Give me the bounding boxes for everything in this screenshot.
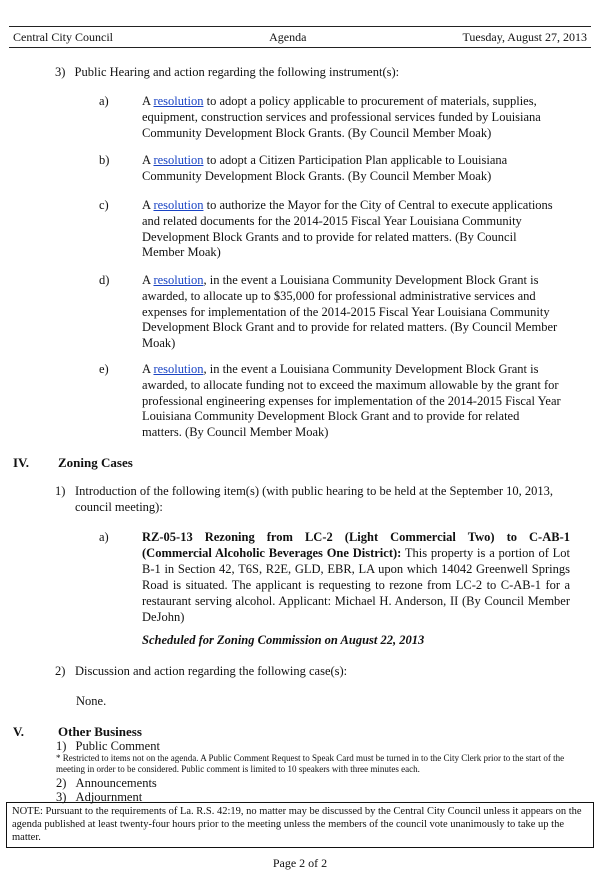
rezoning-case-title: RZ-05-13 Rezoning from LC-2 (Light Commercial Two) to C-AB-1 (Commercial Alcoholic Beverages One District):	[142, 530, 570, 560]
section-iv-heading	[13, 455, 313, 473]
sub-e-letter: e)	[99, 362, 109, 376]
sub-c-text: A resolution to authorize the Mayor for the City of Central to execute applications and related documents for the 2014-2015 Fiscal Year Louisiana Community Development Block Grants and to provide for related matters. (By Council Member Moak)	[142, 198, 553, 260]
sub-a-text: A resolution to adopt a policy applicable to procurement of materials, supplies, equipment, construction services and professional services funded by Louisiana Community Development Block Grants. (By Council Member Moak)	[142, 94, 541, 140]
legal-note: NOTE: Pursuant to the requirements of La. R.S. 42:19, no matter may be discussed by the Central City Council unless it appears on the agenda published at least twenty-four hours prior to the meeting unless the members of the council vote unanimously to take up the matter.	[6, 802, 594, 848]
item-3-text: Public Hearing and action regarding the following instrument(s):	[74, 65, 400, 79]
none-text: None.	[76, 694, 107, 708]
sub-b-text: A resolution to adopt a Citizen Participation Plan applicable to Louisiana Community Development Block Grants. (By Council Member Moak)	[142, 153, 508, 183]
sub-e-text: A resolution, in the event a Louisiana Community Development Block Grant is awarded, to allocate funding not to exceed the maximum allowable by the grant for professional engineering expenses for implementation of the 2014-2015 Fiscal Year Louisiana Community Development Block Grant and to provide for related matters. (By Council Member Moak)	[142, 362, 561, 440]
section-v-title: Other Business	[58, 724, 142, 739]
sub-b-letter: b)	[99, 153, 110, 167]
iv-item-2-label: 2)	[55, 664, 66, 678]
resolution-link-d[interactable]: resolution	[153, 273, 204, 287]
section-iv-title: Zoning Cases	[58, 455, 133, 470]
sub-c-letter: c)	[99, 198, 109, 212]
resolution-link-b[interactable]: resolution	[153, 153, 204, 167]
v-item-adjournment: 3) Adjournment	[56, 790, 143, 804]
zoning-commission-schedule: Scheduled for Zoning Commission on August 22, 2013	[142, 633, 425, 647]
iv-item-2-text: Discussion and action regarding the following case(s):	[75, 664, 348, 678]
public-comment-footnote: * Restricted to items not on the agenda. A Public Comment Request to Speak Card must be turned in to the City Clerk prior to the start of the meeting in order to be considered. Public comment is limited to 10 speakers with three minutes each.	[56, 753, 565, 774]
v-item-public-comment: 1) Public Comment	[56, 739, 160, 753]
iv-sub-a-letter: a)	[99, 530, 109, 544]
item-3	[55, 64, 399, 80]
resolution-link-e[interactable]: resolution	[153, 362, 204, 376]
resolution-link-a[interactable]: resolution	[153, 94, 204, 108]
header-date: Tuesday, August 27, 2013	[462, 29, 587, 44]
v-item-announcements: 2) Announcements	[56, 776, 157, 790]
sub-d-letter: d)	[99, 273, 110, 287]
section-v-number: V.	[13, 724, 24, 739]
iv-item-1-text: Introduction of the following item(s) (with public hearing to be held at the September 10, 2013, council meeting):	[75, 484, 554, 514]
sub-d-text: A resolution, in the event a Louisiana Community Development Block Grant is awarded, to allocate up to $35,000 for professional administrative services and expenses for implementation of the 2014-2015 Fiscal Year Louisiana Community Development Block Grant and to provide for related matters. (By Council Member Moak)	[142, 273, 558, 351]
header-council: Central City Council	[13, 29, 113, 44]
item-3-label: 3)	[55, 65, 66, 79]
header-agenda: Agenda	[269, 29, 307, 44]
resolution-link-c[interactable]: resolution	[153, 198, 204, 212]
section-iv-number: IV.	[13, 455, 30, 470]
page-number: Page 2 of 2	[272, 856, 328, 870]
page-header	[9, 26, 591, 48]
sub-a-letter: a)	[99, 94, 109, 108]
iv-item-1-label: 1)	[55, 484, 66, 498]
rezoning-case-text: RZ-05-13 Rezoning from LC-2 (Light Commercial Two) to C-AB-1 (Commercial Alcoholic Beverages One District): This property is a portion of Lot B-1 in Section 42, T6S, R2E, GLD, EBR, LA upon which 14042 Greenwell Springs Road is situated. The applicant is requesting to rezone from LC-2 to C-AB-1 for a restaurant serving alcohol. Applicant: Michael H. Anderson, II (By Council Member DeJohn)	[142, 530, 571, 624]
